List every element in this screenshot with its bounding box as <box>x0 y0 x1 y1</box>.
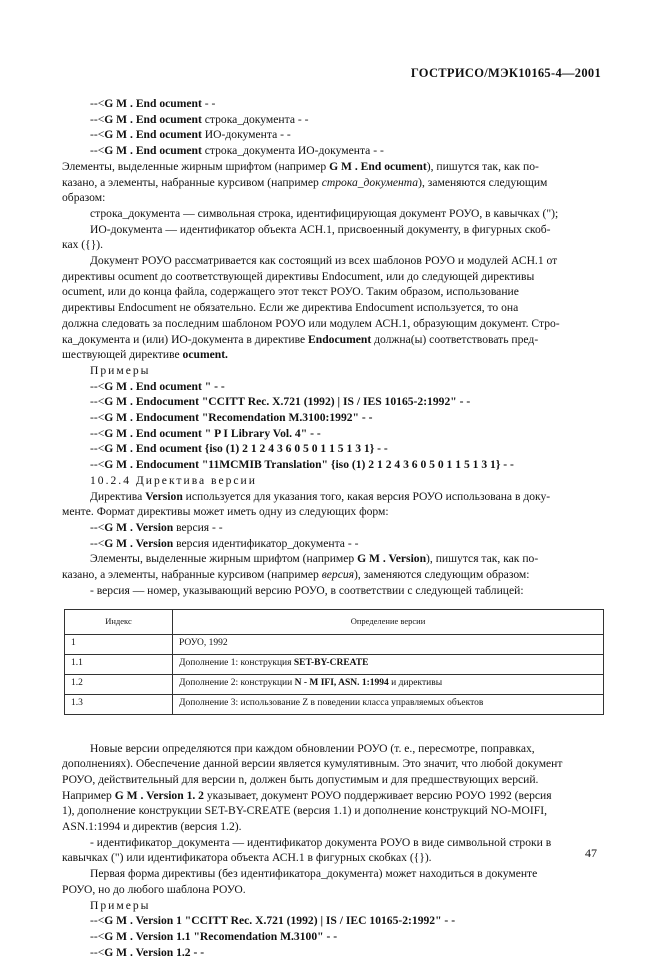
text-line: образом: <box>62 191 106 205</box>
text-line: ocument, или до конца файла, содержащего этот текст РОУО. Таким образом, использование <box>62 285 519 299</box>
table-cell: Дополнение 3: использование Z в поведении класса управляемых объектов <box>173 694 604 714</box>
text-line: --<G M . Version версия идентификатор_документа - - <box>90 536 359 550</box>
page-header: ГОСТРИСО/МЭК10165-4—2001 <box>410 66 601 80</box>
text-line: казано, а элементы, набранные курсивом (например версия), заменяются следующим образом: <box>62 568 530 582</box>
table-header: Определение версии <box>173 609 604 634</box>
text-line: Директива Version используется для указания того, какая версия РОУО использована в доку- <box>90 489 551 503</box>
text-line: Документ РОУО рассматривается как состоящий из всех шаблонов РОУО и модулей АСН.1 от <box>90 254 558 268</box>
example-line: --<G M . Version 1.2 - - <box>90 945 205 959</box>
text-line: --<G M . Version версия - - <box>90 520 223 534</box>
text-line: должна следовать за последним шаблоном РОУО или модулем АСН.1, образующим документ. Стро- <box>62 316 560 330</box>
example-line: --<G M . Endocument "Recomendation M.3100:1992" - - <box>90 411 373 425</box>
text-line: --<G M . End ocument - - <box>90 97 216 110</box>
text-line: дополнениях). Обеспечение данной версии является кумулятивным. Это значит, что любой документ <box>62 757 563 771</box>
page-body <box>62 96 603 960</box>
text-line: --<G M . End ocument строка_документа ИО-документа - - <box>90 144 384 158</box>
example-line: --<G M . End ocument {iso (1) 2 1 2 4 3 6 0 5 0 1 1 5 1 3 1} - - <box>90 442 388 456</box>
text-line: ASN.1:1994 и директив (версия 1.2). <box>62 820 242 834</box>
text-line: директивы Endocument не обязательно. Если же директива Endocument используется, то она <box>62 301 519 315</box>
example-line: --<G M . Endocument "11MCMIB Translation" {iso (1) 2 1 2 4 3 6 0 5 0 1 1 5 1 3 1} - - <box>90 458 514 472</box>
example-line: --<G M . Endocument "CCITT Rec. X.721 (1992) | IS / IES 10165-2:1992" - - <box>90 395 471 409</box>
versions-table <box>64 609 604 715</box>
text-line: шествующей директиве ocument. <box>62 348 228 362</box>
text-line: --<G M . End ocument строка_документа - - <box>90 112 309 126</box>
text-line: строка_документа — символьная строка, идентифицирующая документ РОУО, в кавычках ("); <box>90 206 559 220</box>
table-row <box>65 654 604 674</box>
table-row <box>65 694 604 714</box>
table-cell: Дополнение 2: конструкции N - M IFI, ASN. 1:1994 и директивы <box>173 674 604 694</box>
section-label: Примеры <box>90 363 151 377</box>
text-line: директивы ocument до соответствующей директивы Endocument, или до следующей директивы <box>62 269 535 283</box>
text-line: менте. Формат директивы может иметь одну из следующих форм: <box>62 505 389 519</box>
table-cell: РОУО, 1992 <box>173 634 604 654</box>
example-line: --<G M . Version 1.1 "Recomendation M.3100" - - <box>90 929 338 943</box>
table-cell: 1.2 <box>65 674 173 694</box>
text-line: РОУО, действительный для версии n, должен быть допустимым и для предшествующих версий. <box>62 772 539 786</box>
table-cell: 1.1 <box>65 654 173 674</box>
text-line: Например G M . Version 1. 2 указывает, документ РОУО поддерживает версию РОУО 1992 (версия <box>62 788 552 802</box>
text-line: Элементы, выделенные жирным шрифтом (например G M . Version), пишутся так, как по- <box>90 552 539 566</box>
table-row <box>65 634 604 654</box>
text-line: 1), дополнение конструкции SET-BY-CREATE (версия 1.1) и дополнение конструкций NO-MOIFI, <box>62 804 547 818</box>
text-line: Элементы, выделенные жирным шрифтом (например G M . End ocument), пишутся так, как по- <box>62 159 539 173</box>
page-number: 47 <box>585 846 597 860</box>
example-line: --<G M . End ocument " - - <box>90 379 225 393</box>
example-line: --<G M . End ocument " P I Library Vol. 4" - - <box>90 426 321 440</box>
text-line: казано, а элементы, набранные курсивом (например строка_документа), заменяются следующим <box>62 175 548 189</box>
section-label: Примеры <box>90 898 151 912</box>
text-line: Первая форма директивы (без идентификатора_документа) может находиться в документе <box>90 867 538 881</box>
text-line: ка_документа и (или) ИО-документа в директиве Endocument должна(ы) соответствовать пред- <box>62 332 539 346</box>
text-line: - версия — номер, указывающий версию РОУО, в соответствии с следующей таблицей: <box>90 583 524 597</box>
table-header: Индекс <box>65 609 173 634</box>
text-line: --<G M . End ocument ИО-документа - - <box>90 128 291 142</box>
text-line: ках ({}). <box>62 238 104 252</box>
text-line: - идентификатор_документа — идентификатор документа РОУО в виде символьной строки в <box>90 835 552 849</box>
text-line: Новые версии определяются при каждом обновлении РОУО (т. е., пересмотре, поправках, <box>90 741 535 755</box>
text-line: РОУО, но до любого шаблона РОУО. <box>62 882 246 896</box>
text-line: кавычках (") или идентификатора объекта АСН.1 в фигурных скобках ({}). <box>62 851 432 865</box>
table-cell: Дополнение 1: конструкция SET-BY-CREATE <box>173 654 604 674</box>
table-cell: 1 <box>65 634 173 654</box>
text-line: ИО-документа — идентификатор объекта АСН.1, присвоенный документу, в фигурных скоб- <box>90 222 551 236</box>
section-heading: 10.2.4 Директива версии <box>90 473 257 487</box>
table-cell: 1.3 <box>65 694 173 714</box>
example-line: --<G M . Version 1 "CCITT Rec. X.721 (1992) | IS / IEC 10165-2:1992" - - <box>90 914 456 928</box>
table-row <box>65 674 604 694</box>
